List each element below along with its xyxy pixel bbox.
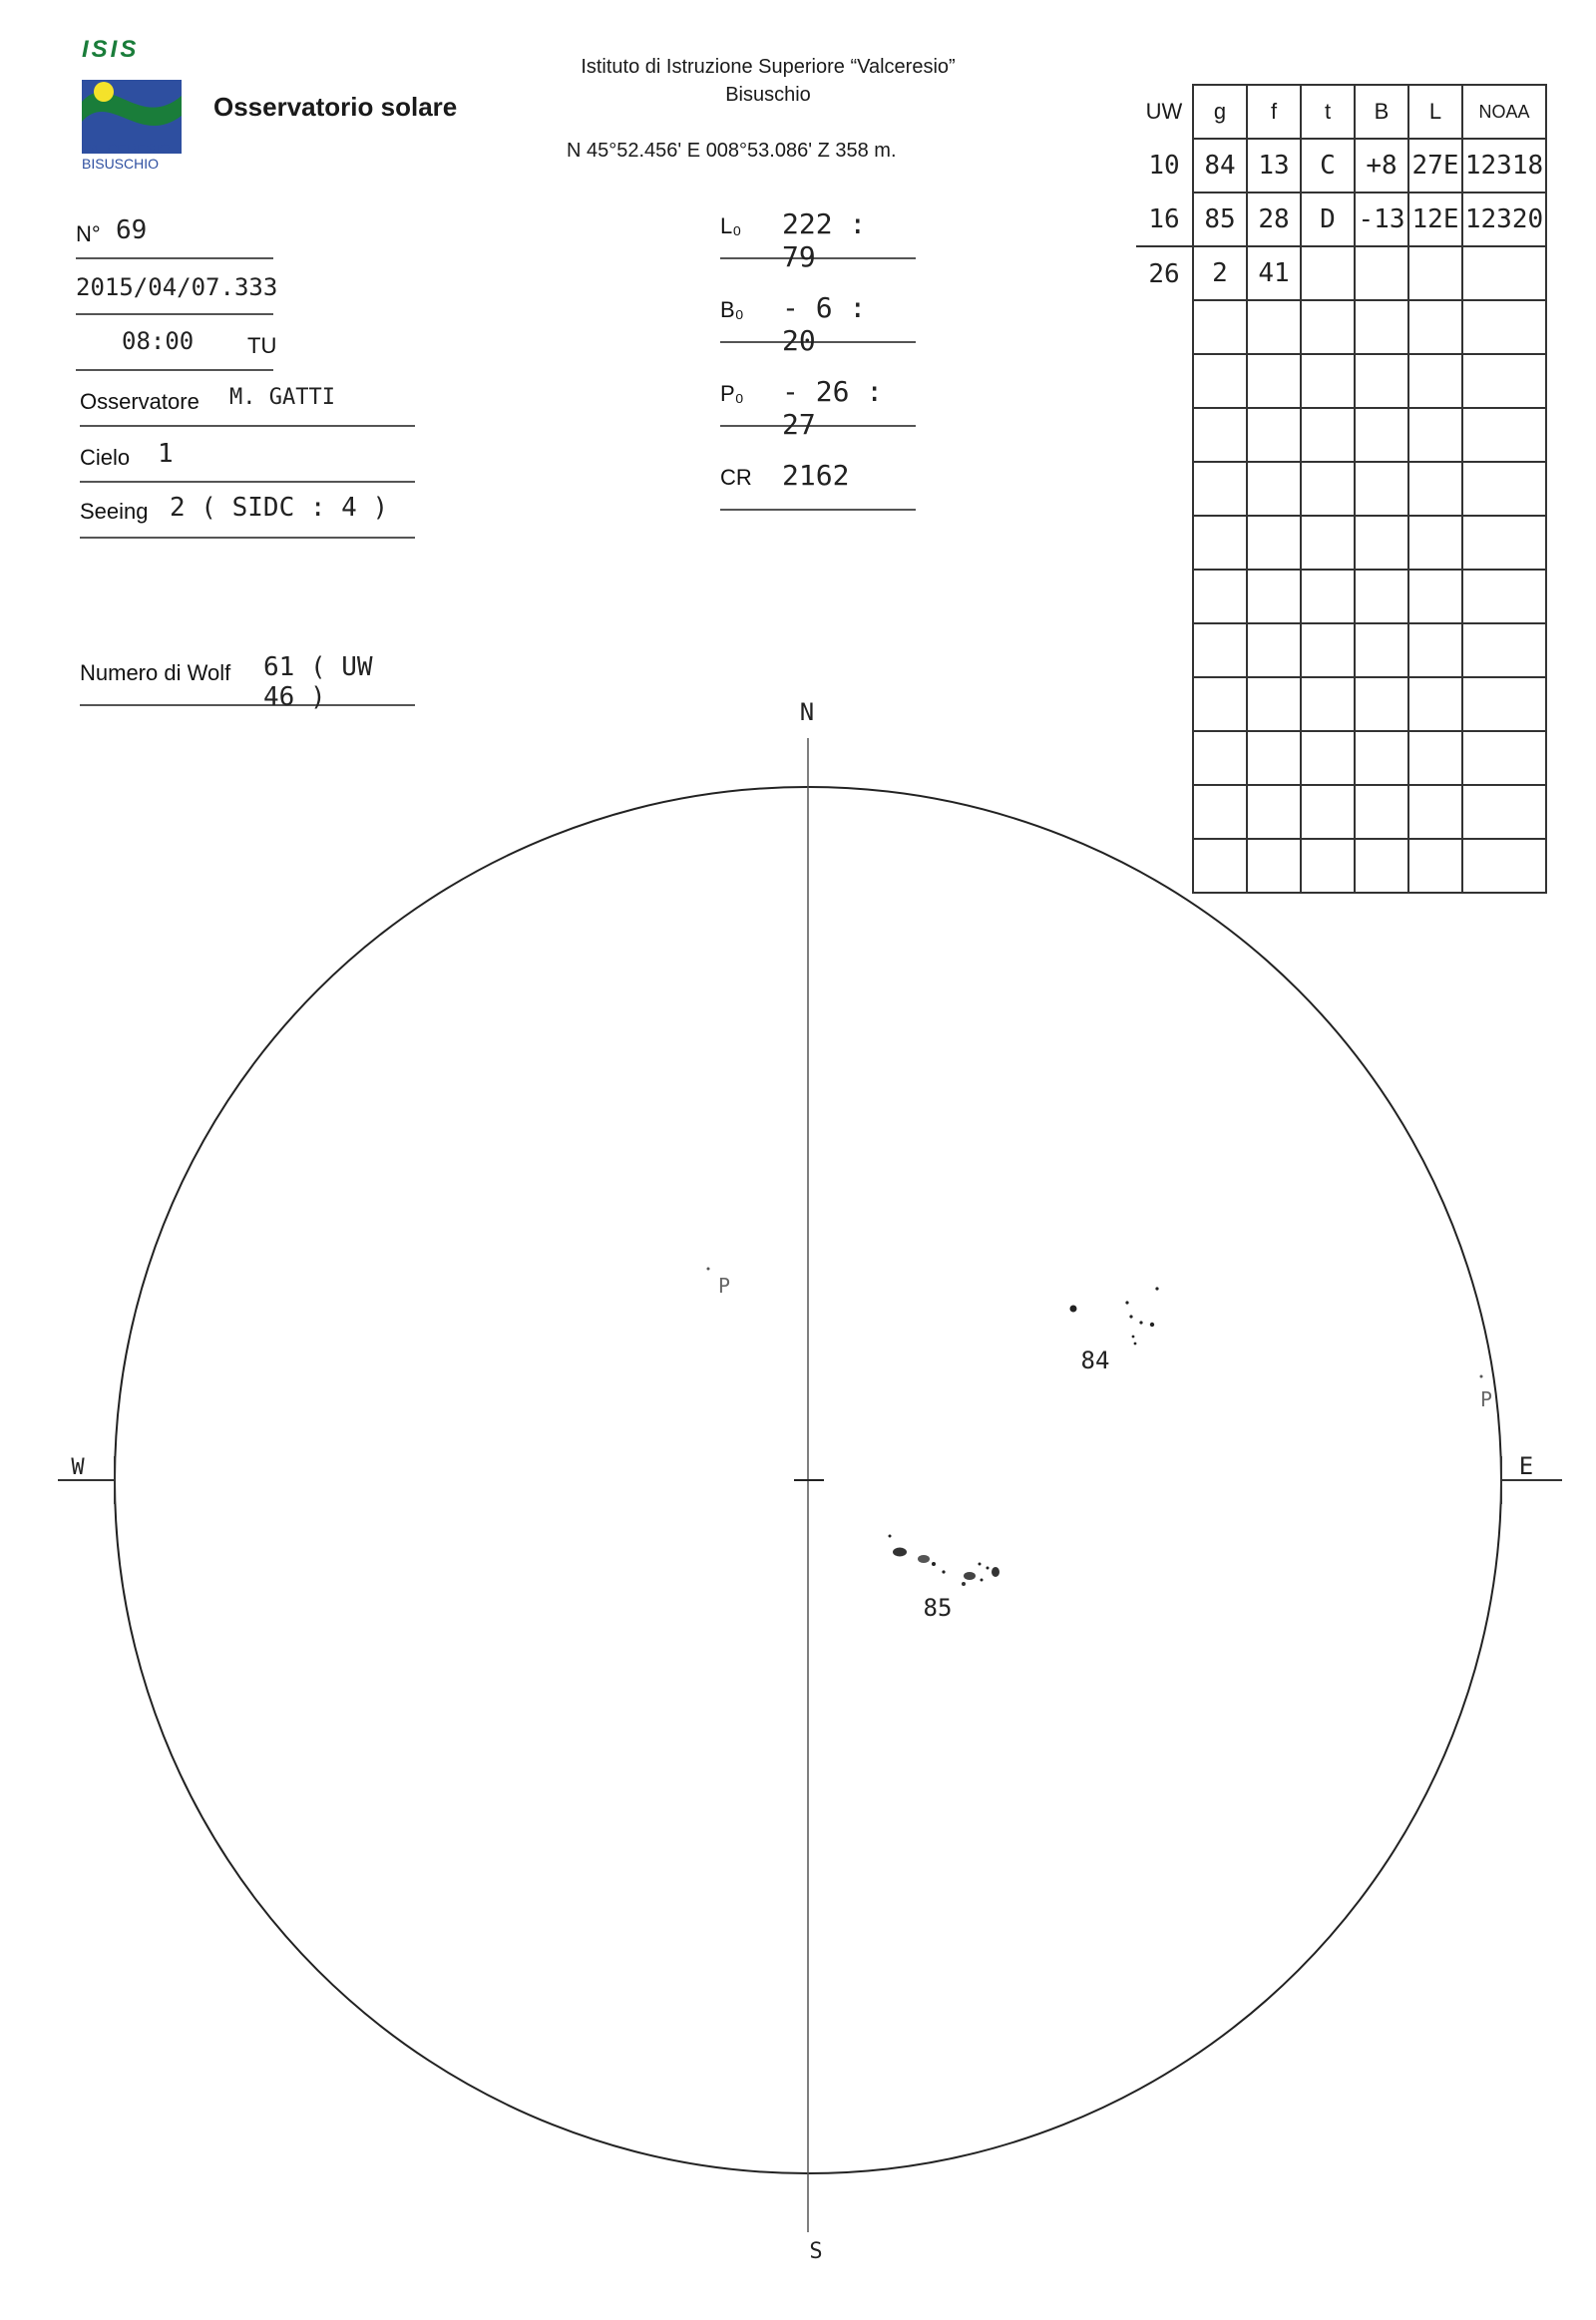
observatory-title: Osservatorio solare (213, 92, 458, 122)
cell-t: C (1301, 139, 1355, 193)
cell-g: 85 (1193, 193, 1247, 246)
spot (992, 1567, 999, 1577)
wolf-number-label: Numero di Wolf (80, 660, 231, 685)
pole-marker-west: P (717, 1274, 731, 1298)
pole-dot-west (707, 1268, 710, 1271)
spot (1155, 1287, 1158, 1290)
seeing-label: Seeing (80, 499, 149, 524)
spot (893, 1548, 907, 1557)
cell-b: -13 (1355, 193, 1408, 246)
pole-dot-east (1480, 1375, 1483, 1378)
cell-g: 84 (1193, 139, 1247, 193)
ephemeris-p0-label: P₀ (720, 381, 744, 406)
ephemeris-cr-label: CR (720, 465, 752, 490)
spot (1134, 1343, 1137, 1346)
date-value: 2015/04/07.333 (76, 273, 278, 301)
spot (889, 1535, 892, 1538)
spot (1150, 1323, 1154, 1327)
cell-l: 27E (1408, 139, 1462, 193)
col-header-b: B (1355, 85, 1408, 139)
cell-noaa: 12318 (1462, 139, 1546, 193)
logo-wordmark: ISIS (82, 36, 140, 63)
col-header-t: t (1301, 85, 1355, 139)
east-label: E (1518, 1452, 1534, 1480)
ephemeris-p0-value: - 26 : 27 (782, 375, 884, 441)
cell-noaa: 12320 (1462, 193, 1546, 246)
south-label: S (809, 2239, 823, 2264)
observer-label: Osservatore (80, 389, 200, 414)
spot (1132, 1336, 1135, 1339)
institute-name: Istituto di Istruzione Superiore “Valceresio” (581, 56, 956, 78)
ephemeris-cr-value: 2162 (782, 459, 850, 492)
total-uw: 26 (1136, 246, 1193, 300)
north-label: N (799, 698, 815, 726)
pole-marker-east: P (1479, 1387, 1493, 1411)
sky-value: 1 (158, 439, 174, 469)
spot (962, 1582, 966, 1586)
time-value: 08:00 (122, 327, 195, 355)
record-number-value: 69 (116, 215, 148, 245)
ephemeris-l0-label: L₀ (720, 213, 742, 238)
cell-uw: 16 (1148, 203, 1180, 234)
spot (1129, 1315, 1132, 1318)
total-f: 41 (1247, 246, 1301, 300)
cell-b: +8 (1355, 139, 1408, 193)
institute-town: Bisuschio (725, 84, 811, 106)
cell-l: 12E (1408, 193, 1462, 246)
observatory-coordinates: N 45°52.456' E 008°53.086' Z 358 m. (567, 140, 897, 162)
spot (987, 1567, 990, 1570)
col-header-noaa: NOAA (1462, 85, 1546, 139)
logo-sub-line-1: VALCERESIO (82, 141, 171, 157)
spot (1139, 1321, 1142, 1324)
spot (1070, 1306, 1077, 1313)
col-header-f: f (1247, 85, 1301, 139)
ephemeris-b0-value: - 6 : 20 (782, 291, 867, 357)
spot (1125, 1301, 1128, 1304)
col-header-g: g (1193, 85, 1247, 139)
sunspot-group-84 (1070, 1287, 1159, 1374)
col-header-l: L (1408, 85, 1462, 139)
sunspot-group-85 (889, 1535, 1000, 1623)
record-number-label: N° (76, 221, 101, 246)
logo-sub-line-2: BISUSCHIO (82, 156, 160, 172)
spot (932, 1562, 936, 1566)
spot (918, 1555, 930, 1563)
spot (942, 1570, 945, 1573)
col-header-uw: UW (1145, 99, 1183, 124)
seeing-value: 2 ( SIDC : 4 ) (170, 493, 389, 523)
observer-value: M. GATTI (229, 385, 335, 410)
cell-uw: 10 (1148, 151, 1180, 181)
cell-f: 13 (1247, 139, 1301, 193)
ephemeris-b0-label: B₀ (720, 297, 744, 322)
west-label: W (71, 1455, 85, 1480)
wolf-number-value: 61 ( UW 46 ) (263, 652, 373, 712)
cell-t: D (1301, 193, 1355, 246)
time-unit-label: TU (247, 333, 277, 358)
spot (979, 1563, 982, 1566)
sky-label: Cielo (80, 445, 131, 470)
spot (981, 1579, 984, 1582)
ephemeris-l0-value: 222 : 79 (782, 207, 867, 273)
total-g: 2 (1193, 246, 1247, 300)
group-label-85: 85 (923, 1594, 953, 1622)
spot (964, 1572, 976, 1580)
cell-f: 28 (1247, 193, 1301, 246)
group-label-84: 84 (1080, 1347, 1110, 1374)
